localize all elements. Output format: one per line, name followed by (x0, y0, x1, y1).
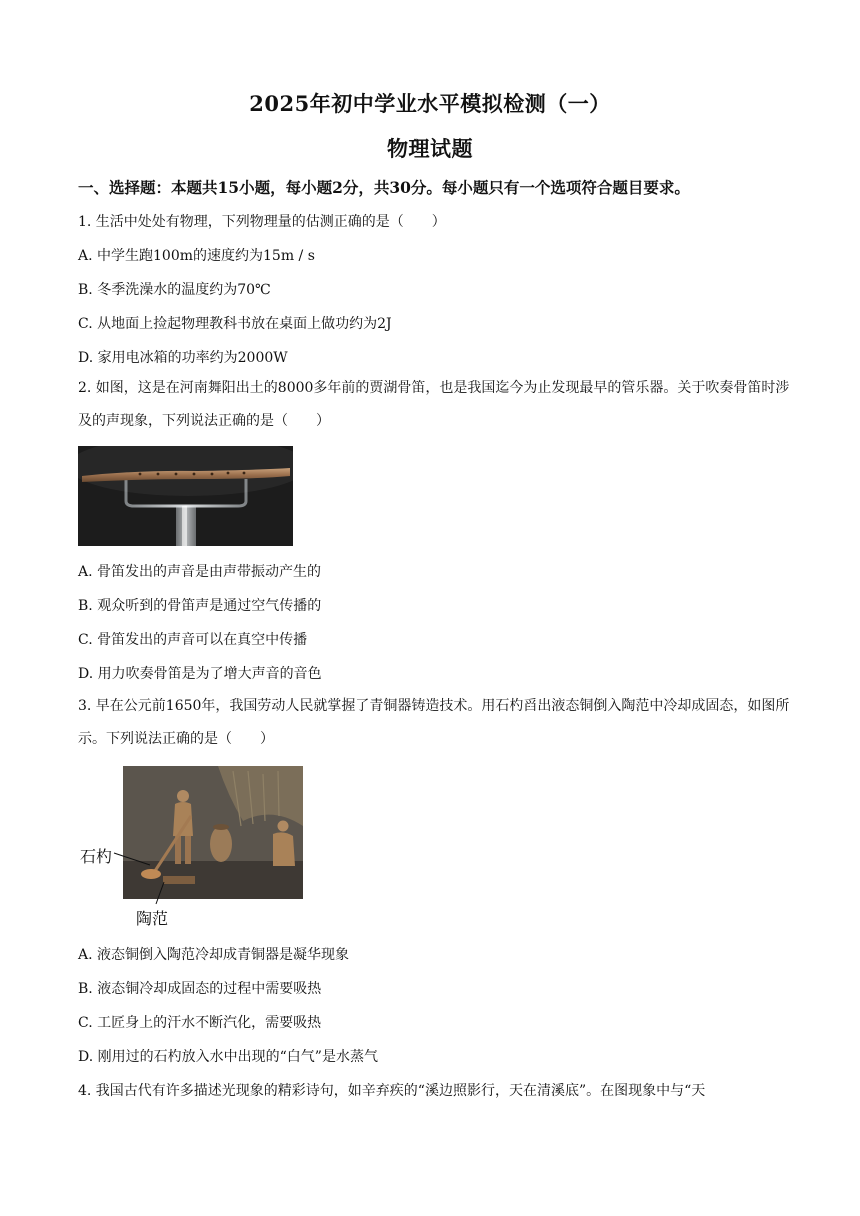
mold-label: 陶范 (136, 909, 169, 928)
ladle-label: 石杓 (80, 847, 113, 866)
exam-title: 2025年初中学业水平模拟检测（一） (249, 91, 611, 116)
q2-option-c: C. 骨笛发出的声音可以在真空中传播 (78, 632, 308, 648)
q1-option-b: B. 冬季洗澡水的温度约为70℃ (78, 282, 271, 298)
q3-option-b: B. 液态铜冷却成固态的过程中需要吸热 (78, 981, 322, 997)
q1-stem: 1. 生活中处处有物理，下列物理量的估测正确的是（ ） (78, 214, 446, 230)
q2-option-a: A. 骨笛发出的声音是由声带振动产生的 (78, 564, 322, 580)
q2-stem: 2. 如图，这是在河南舞阳出土的8000多年前的贾湖骨笛，也是我国迄今为止发现最早的管乐器。关于吹奏骨笛时涉及的声现象，下列说法正确的是（ ） (78, 380, 790, 429)
q4-stem: 4. 我国古代有许多描述光现象的精彩诗句，如辛弃疾的“溪边照影行，天在清溪底”。在图现象中与“天 (78, 1083, 706, 1099)
q1-option-c: C. 从地面上捡起物理教科书放在桌面上做功约为2J (78, 316, 392, 332)
q3-option-d: D. 刚用过的石杓放入水中出现的“白气”是水蒸气 (78, 1049, 378, 1065)
q2-option-b: B. 观众听到的骨笛声是通过空气传播的 (78, 598, 322, 614)
q1-option-a: A. 中学生跑100m的速度约为15m / s (78, 248, 315, 264)
bone-flute-illustration (78, 446, 293, 546)
ladle-pointer-line (112, 845, 152, 867)
q2-option-d: D. 用力吹奏骨笛是为了增大声音的音色 (78, 666, 322, 682)
section-heading: 一、选择题：本题共15小题，每小题2分，共30分。每小题只有一个选项符合题目要求。 (78, 178, 690, 197)
bone-flute-image (78, 446, 293, 546)
q1-option-d: D. 家用电冰箱的功率约为2000W (78, 350, 288, 366)
q3-option-c: C. 工匠身上的汗水不断汽化，需要吸热 (78, 1015, 322, 1031)
exam-subtitle: 物理试题 (387, 136, 473, 161)
q3-stem: 3. 早在公元前1650年，我国劳动人民就掌握了青铜器铸造技术。用石杓舀出液态铜倒入陶范中冷却成固态，如图所示。下列说法正确的是（ ） (78, 698, 790, 747)
q3-option-a: A. 液态铜倒入陶范冷却成青铜器是凝华现象 (78, 947, 350, 963)
mold-pointer-line (150, 880, 170, 906)
